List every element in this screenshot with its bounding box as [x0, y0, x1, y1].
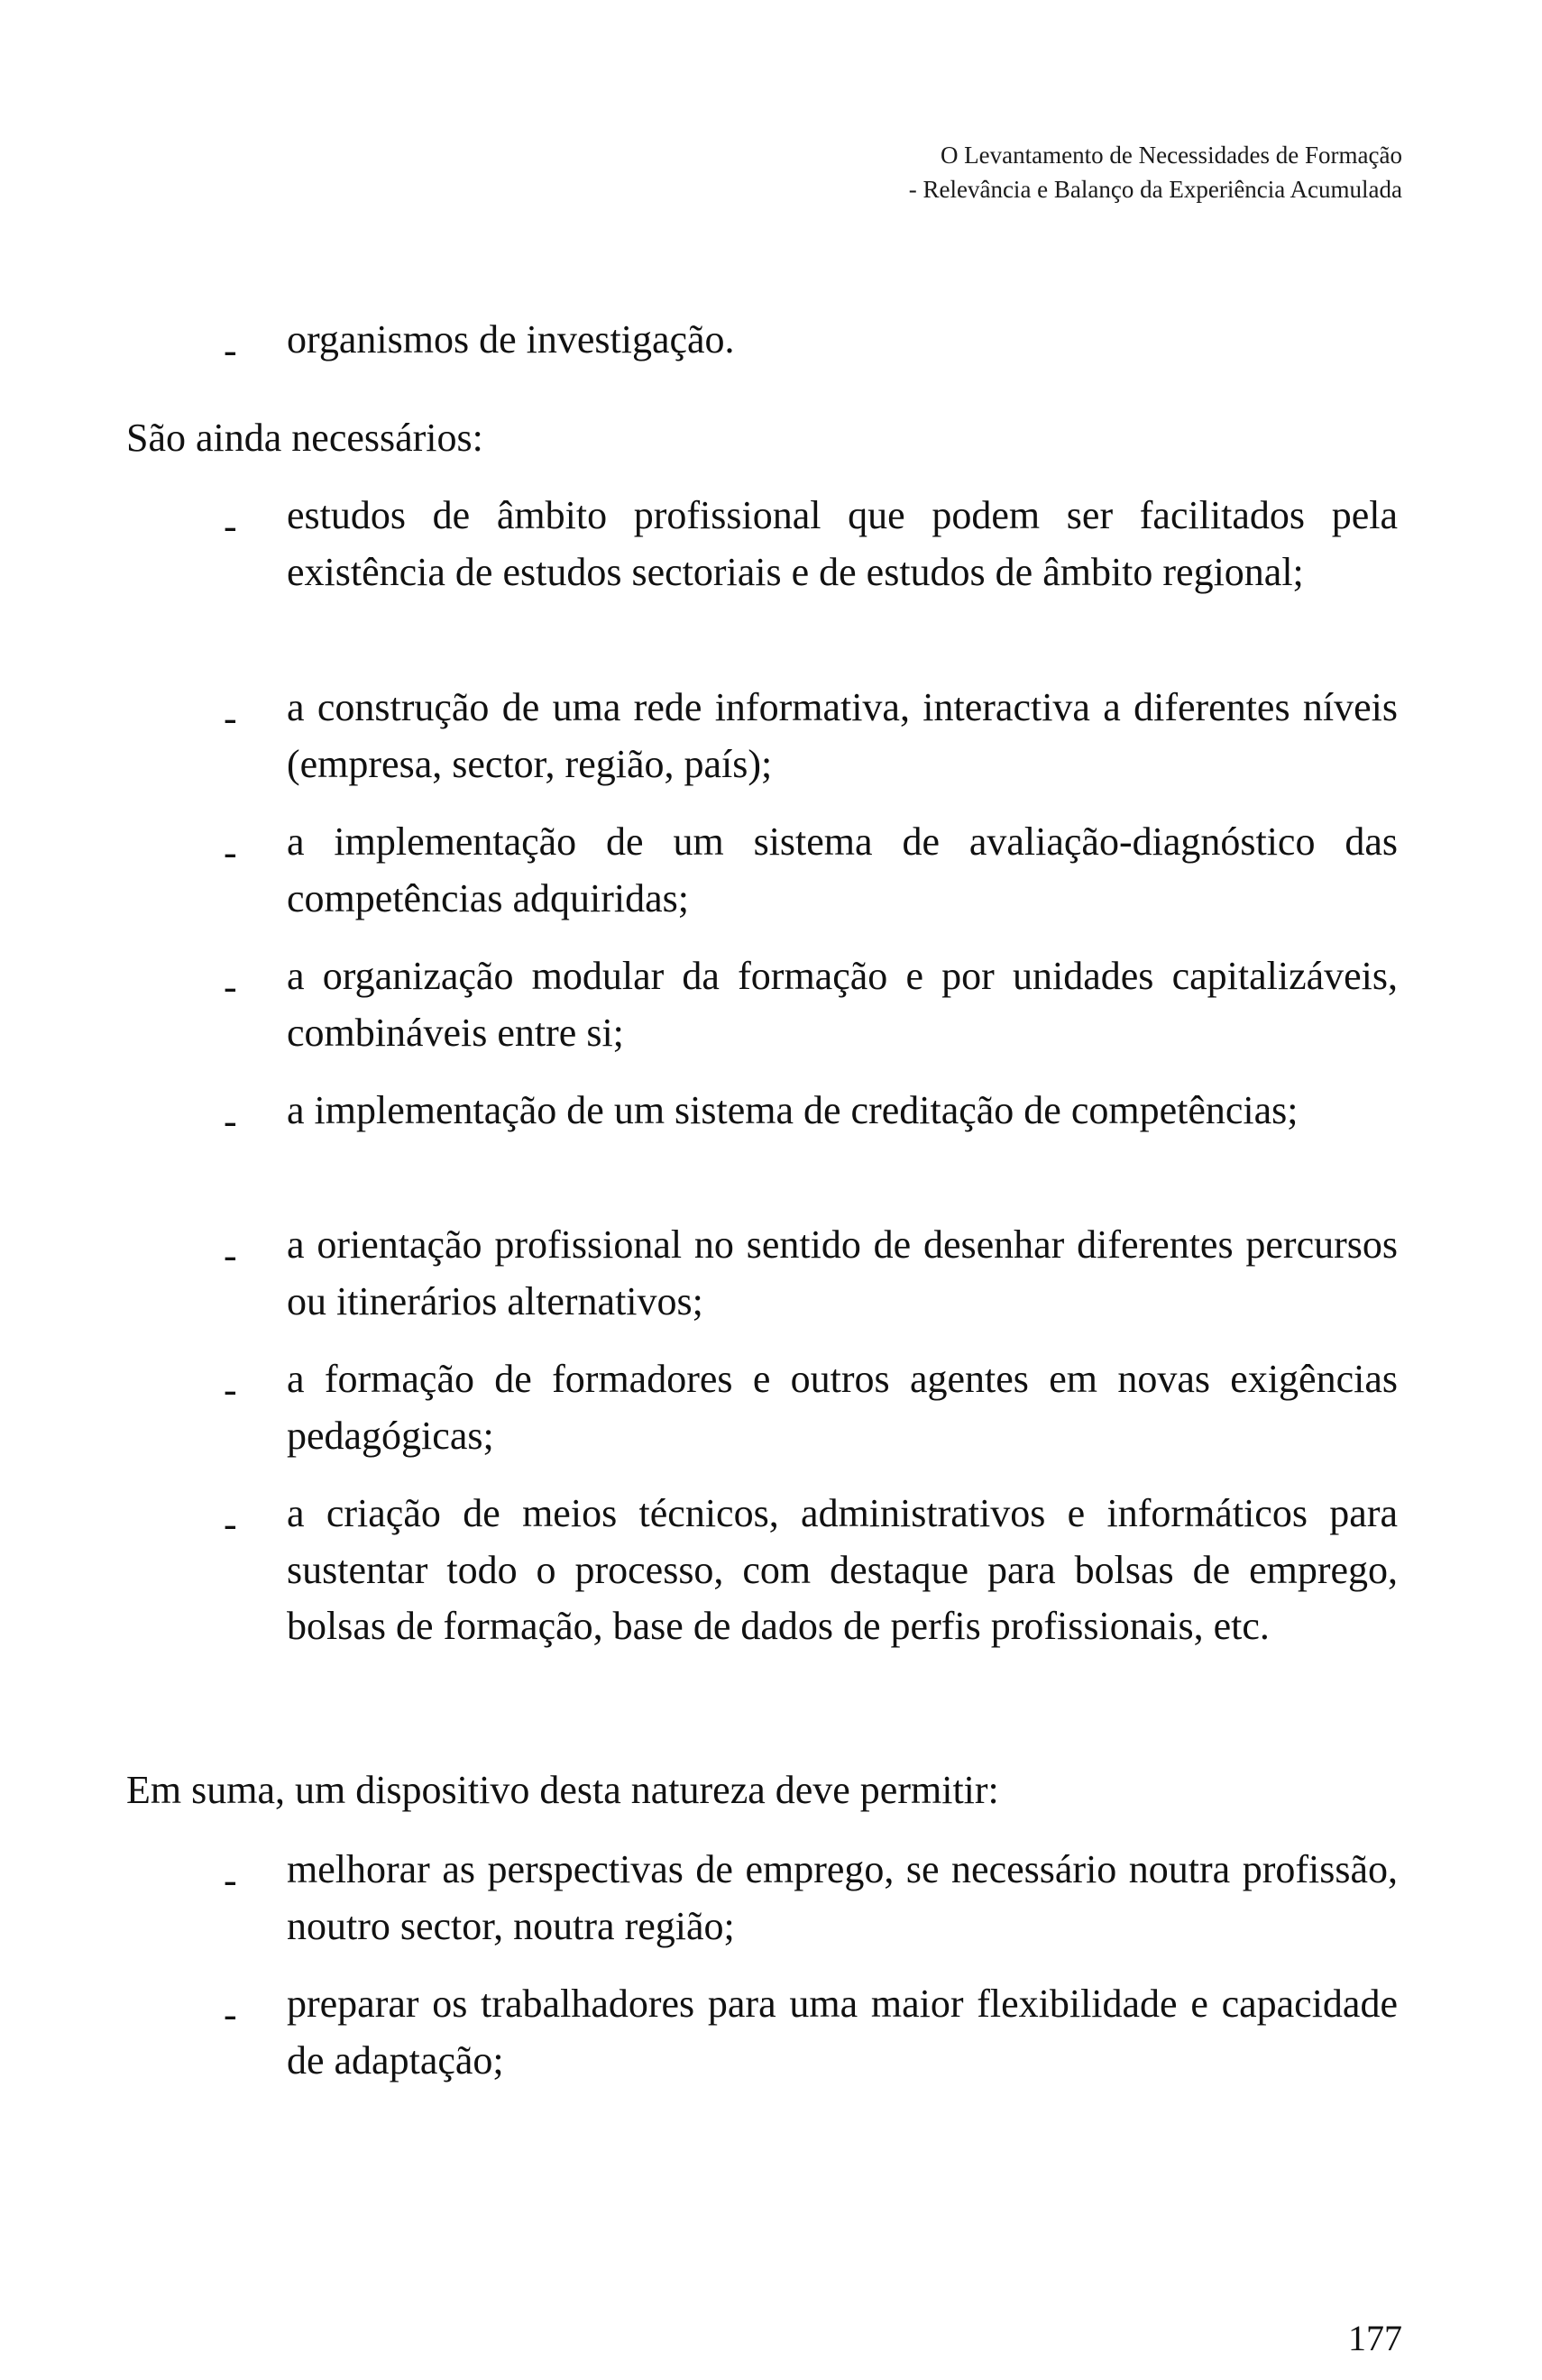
list-dash: - — [224, 1233, 237, 1277]
list-dash: - — [224, 696, 237, 740]
running-header — [909, 138, 1402, 206]
list-item: estudos de âmbito profissional que podem ser facilitados pela existência de estudos sectoriais e de estudos de âmbito regional; — [287, 493, 1398, 594]
list-item: a construção de uma rede informativa, interactiva a diferentes níveis (empresa, sector, região, país); — [287, 685, 1398, 786]
page-number: 177 — [1348, 2318, 1402, 2358]
paragraph-lead: São ainda necessários: — [126, 416, 483, 460]
list-dash: - — [224, 1502, 237, 1546]
list-item: preparar os trabalhadores para uma maior flexibilidade e capacidade de adaptação; — [287, 1982, 1398, 2082]
list-dash: - — [224, 1368, 237, 1412]
list-item: a organização modular da formação e por unidades capitalizáveis, combináveis entre si; — [287, 954, 1398, 1055]
list-dash: - — [224, 1099, 237, 1143]
list-item: a criação de meios técnicos, administrativos e informáticos para sustentar todo o processo, com destaque para bolsas de emprego, bolsas de formação, base de dados de perfis profissionais, etc. — [287, 1491, 1398, 1648]
list-dash: - — [224, 1858, 237, 1902]
list-dash: - — [224, 965, 237, 1009]
list-dash: - — [224, 328, 237, 372]
list-item: organismos de investigação. — [287, 317, 735, 362]
paragraph-lead: Em suma, um dispositivo desta natureza deve permitir: — [126, 1768, 999, 1812]
list-item: a formação de formadores e outros agentes em novas exigências pedagógicas; — [287, 1357, 1398, 1458]
list-dash: - — [224, 504, 237, 548]
running-header-subtitle: - Relevância e Balanço da Experiência Acumulada — [908, 176, 1402, 203]
list-item: melhorar as perspectivas de emprego, se necessário noutra profissão, noutro sector, noutra região; — [287, 1847, 1398, 1948]
list-item: a implementação de um sistema de creditação de competências; — [287, 1088, 1299, 1132]
running-header-title: O Levantamento de Necessidades de Formação — [940, 142, 1402, 169]
list-dash: - — [224, 1992, 237, 2037]
list-dash: - — [224, 830, 237, 874]
list-item: a implementação de um sistema de avaliação-diagnóstico das competências adquiridas; — [287, 819, 1398, 920]
list-item: a orientação profissional no sentido de desenhar diferentes percursos ou itinerários alternativos; — [287, 1222, 1398, 1323]
